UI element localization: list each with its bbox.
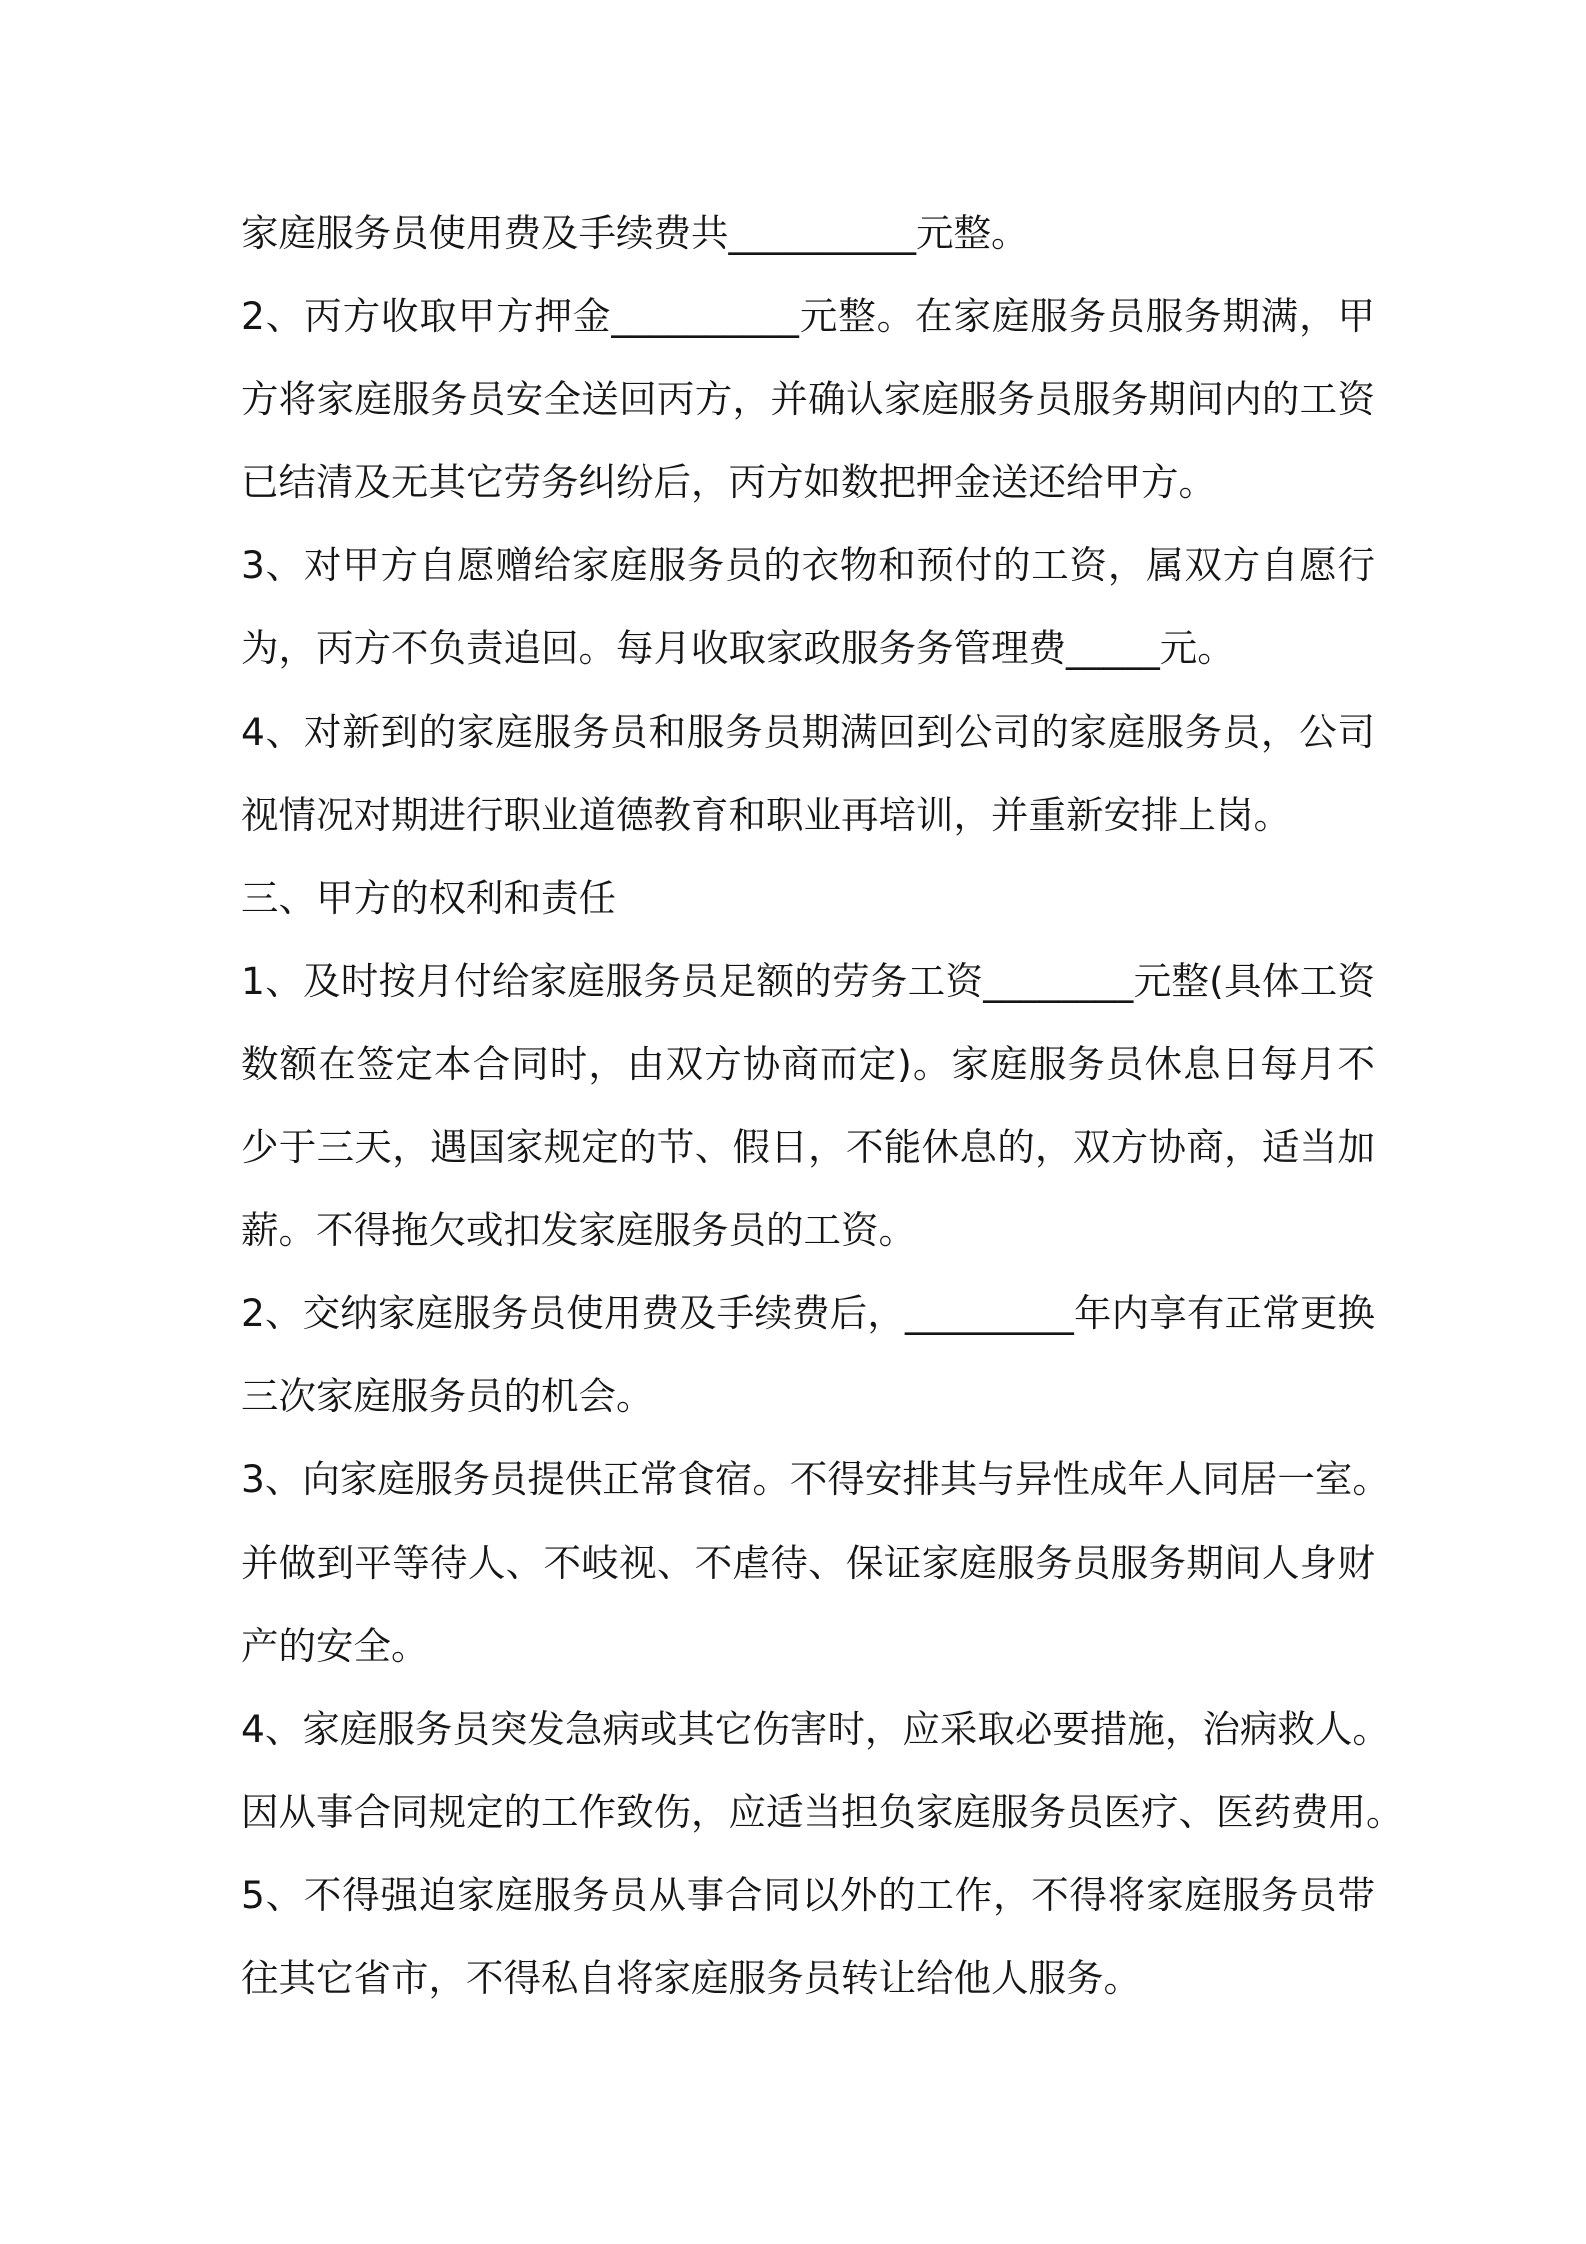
section-heading: 三、甲方的权利和责任	[241, 875, 616, 920]
text-line: 因从事合同规定的工作致伤，应适当担负家庭服务员医疗、医药费用。	[241, 1789, 1404, 1834]
text-line: 4、对新到的家庭服务员和服务员期满回到公司的家庭服务员，公司	[241, 709, 1375, 754]
text-line: 1、及时按月付给家庭服务员足额的劳务工资________元整(具体工资	[241, 958, 1375, 1003]
text-line: 薪。不得拖欠或扣发家庭服务员的工资。	[241, 1208, 916, 1253]
text-line: 2、丙方收取甲方押金__________元整。在家庭服务员服务期满，甲	[241, 294, 1375, 339]
text-line: 5、不得强迫家庭服务员从事合同以外的工作，不得将家庭服务员带	[241, 1872, 1375, 1917]
text-line: 少于三天，遇国家规定的节、假日，不能休息的，双方协商，适当加	[241, 1125, 1375, 1170]
text-line: 家庭服务员使用费及手续费共__________元整。	[241, 211, 1029, 255]
document-body	[241, 192, 1404, 2020]
text-line: 方将家庭服务员安全送回丙方，并确认家庭服务员服务期间内的工资	[241, 377, 1375, 422]
text-line: 并做到平等待人、不岐视、不虐待、保证家庭服务员服务期间人身财	[241, 1540, 1375, 1585]
text-line: 为，丙方不负责追回。每月收取家政服务务管理费_____元。	[241, 626, 1235, 671]
text-line: 往其它省市，不得私自将家庭服务员转让给他人服务。	[241, 1955, 1141, 2000]
text-line: 数额在签定本合同时，由双方协商而定)。家庭服务员休息日每月不	[241, 1041, 1375, 1086]
text-line: 产的安全。	[241, 1623, 429, 1668]
text-line: 已结清及无其它劳务纠纷后，丙方如数把押金送还给甲方。	[241, 460, 1216, 505]
text-line: 2、交纳家庭服务员使用费及手续费后，_________年内享有正常更换	[241, 1291, 1375, 1336]
text-line: 4、家庭服务员突发急病或其它伤害时，应采取必要措施，治病救人。	[241, 1706, 1390, 1751]
text-line: 3、对甲方自愿赠给家庭服务员的衣物和预付的工资，属双方自愿行	[241, 543, 1375, 588]
text-line: 3、向家庭服务员提供正常食宿。不得安排其与异性成年人同居一室。	[241, 1457, 1390, 1502]
text-line: 视情况对期进行职业道德教育和职业再培训，并重新安排上岗。	[241, 792, 1291, 837]
text-line: 三次家庭服务员的机会。	[241, 1374, 654, 1419]
